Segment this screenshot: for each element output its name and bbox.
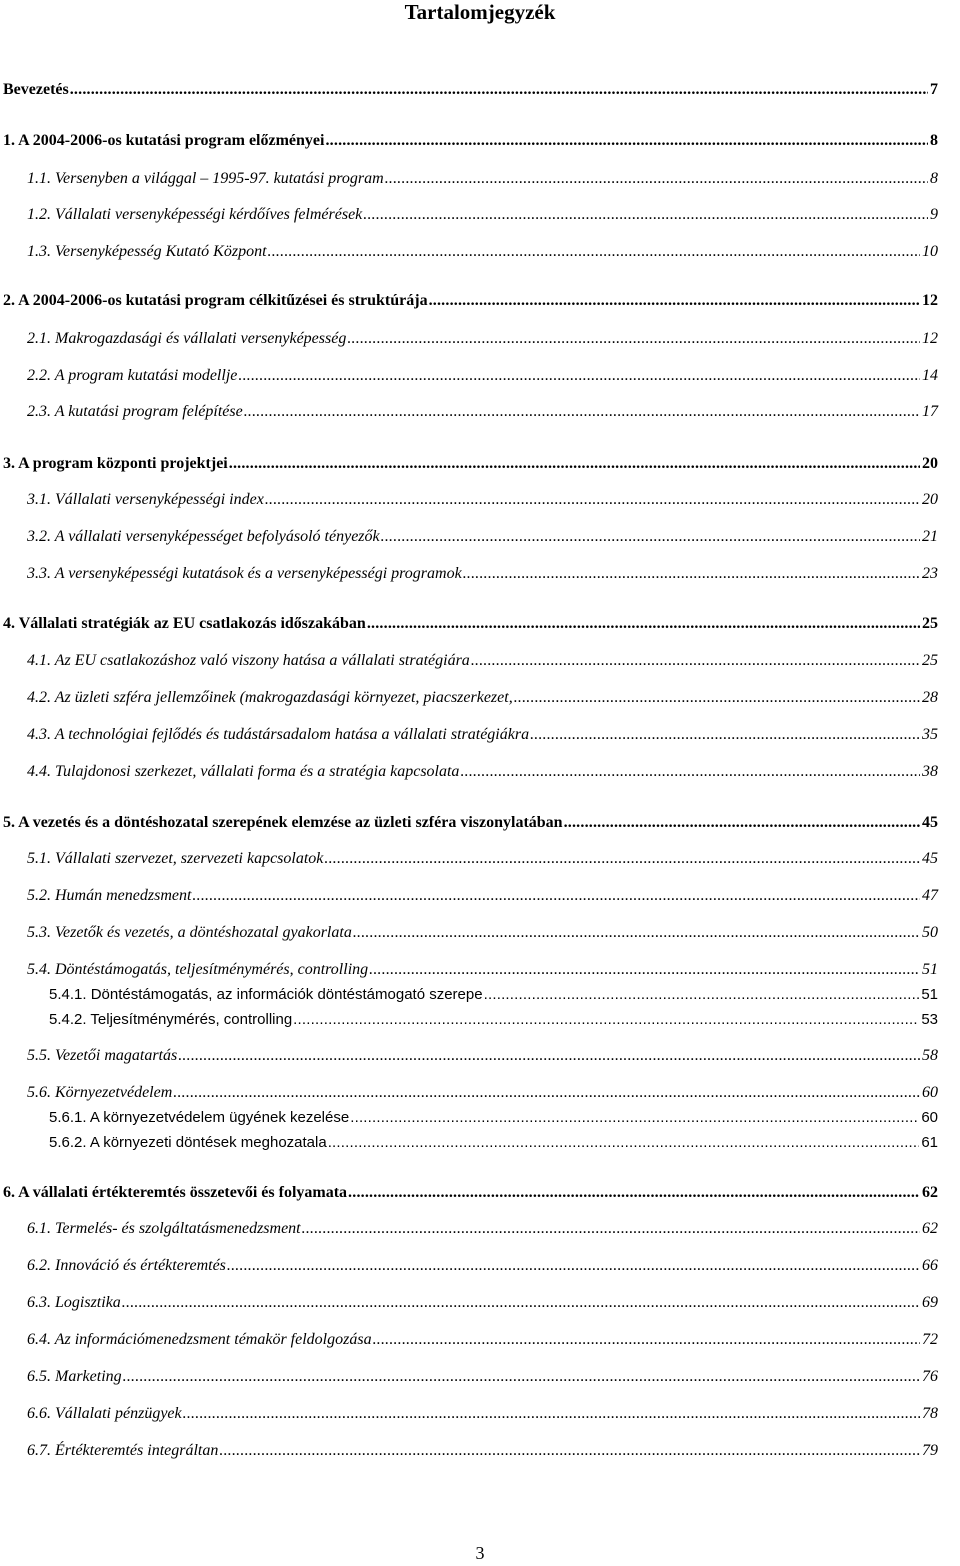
toc-entry[interactable]: 5.6.2. A környezeti döntések meghozatala ..... 61 <box>49 1132 938 1154</box>
toc-entry[interactable]: 5.3. Vezetők és vezetés, a döntéshozatal gyakorlata ..... 50 <box>27 922 938 944</box>
toc-entry[interactable]: 4.3. A technológiai fejlődés és tudástársadalom hatása a vállalati stratégiákra ..... 35 <box>27 724 938 746</box>
toc-entry[interactable]: 6. A vállalati értékteremtés összetevői és folyamata ..... 62 <box>3 1182 938 1204</box>
toc-entry[interactable]: 6.5. Marketing ..... 76 <box>27 1366 938 1388</box>
toc-entry[interactable]: 4. Vállalati stratégiák az EU csatlakozás időszakában ..... 25 <box>3 613 938 635</box>
toc-entry[interactable]: 6.6. Vállalati pénzügyek ..... 78 <box>27 1403 938 1425</box>
toc-entry[interactable]: 2.1. Makrogazdasági és vállalati versenyképesség ..... 12 <box>27 328 938 350</box>
toc-entry[interactable]: Bevezetés ..... 7 <box>3 79 938 101</box>
toc-entry[interactable]: 5.6. Környezetvédelem ..... 60 <box>27 1082 938 1104</box>
toc-entry[interactable]: 5.1. Vállalati szervezet, szervezeti kapcsolatok ..... 45 <box>27 848 938 870</box>
toc-entry[interactable]: 3.3. A versenyképességi kutatások és a versenyképességi programok ..... 23 <box>27 563 938 585</box>
toc-entry[interactable]: 3.2. A vállalati versenyképességet befolyásoló tényezők ..... 21 <box>27 526 938 548</box>
toc-entry[interactable]: 1. A 2004-2006-os kutatási program előzményei ..... 8 <box>3 130 938 152</box>
toc-entry[interactable]: 6.4. Az információmenedzsment témakör feldolgozása ..... 72 <box>27 1329 938 1351</box>
toc-entry[interactable]: 2. A 2004-2006-os kutatási program célkitűzései és struktúrája ..... 12 <box>3 290 938 312</box>
toc-entry[interactable]: 1.3. Versenyképesség Kutató Központ ..... 10 <box>27 241 938 263</box>
toc-entry[interactable]: 3.1. Vállalati versenyképességi index ..... 20 <box>27 489 938 511</box>
toc-entry[interactable]: 1.1. Versenyben a világgal – 1995-97. kutatási program ..... 8 <box>27 168 938 190</box>
toc-entry[interactable]: 5.4. Döntéstámogatás, teljesítménymérés, controlling ..... 51 <box>27 959 938 981</box>
toc-entry[interactable]: 6.2. Innováció és értékteremtés ..... 66 <box>27 1255 938 1277</box>
toc-entry[interactable]: 2.3. A kutatási program felépítése ..... 17 <box>27 401 938 423</box>
toc-entry[interactable]: 5.6.1. A környezetvédelem ügyének kezelése ..... 60 <box>49 1107 938 1129</box>
toc-entry[interactable]: 5.4.1. Döntéstámogatás, az információk döntéstámogató szerepe ..... 51 <box>49 984 938 1006</box>
toc-entry[interactable]: 5.5. Vezetői magatartás ..... 58 <box>27 1045 938 1067</box>
page-number: 3 <box>475 1543 485 1563</box>
toc-entry[interactable]: 6.3. Logisztika ..... 69 <box>27 1292 938 1314</box>
toc-entry[interactable]: 3. A program központi projektjei ..... 20 <box>3 453 938 475</box>
toc-entry[interactable]: 4.1. Az EU csatlakozáshoz való viszony hatása a vállalati stratégiára ..... 25 <box>27 650 938 672</box>
toc-entry[interactable]: 6.7. Értékteremtés integráltan ..... 79 <box>27 1440 938 1462</box>
toc-entry[interactable]: 4.4. Tulajdonosi szerkezet, vállalati forma és a stratégia kapcsolata ..... 38 <box>27 761 938 783</box>
toc-entry[interactable]: 5.2. Humán menedzsment ..... 47 <box>27 885 938 907</box>
toc-entry[interactable]: 6.1. Termelés- és szolgáltatásmenedzsment ..... 62 <box>27 1218 938 1240</box>
page-title: Tartalomjegyzék <box>404 0 556 24</box>
toc-entry[interactable]: 5. A vezetés és a döntéshozatal szerepének elemzése az üzleti szféra viszonylatában ..... 45 <box>3 812 938 834</box>
toc-entry[interactable]: 4.2. Az üzleti szféra jellemzőinek (makrogazdasági környezet, piacszerkezet, ..... 28 <box>27 687 938 709</box>
toc-entry[interactable]: 1.2. Vállalati versenyképességi kérdőíves felmérések ..... 9 <box>27 204 938 226</box>
toc-entry[interactable]: 2.2. A program kutatási modellje ..... 14 <box>27 365 938 387</box>
toc-entry[interactable]: 5.4.2. Teljesítménymérés, controlling ..... 53 <box>49 1009 938 1031</box>
